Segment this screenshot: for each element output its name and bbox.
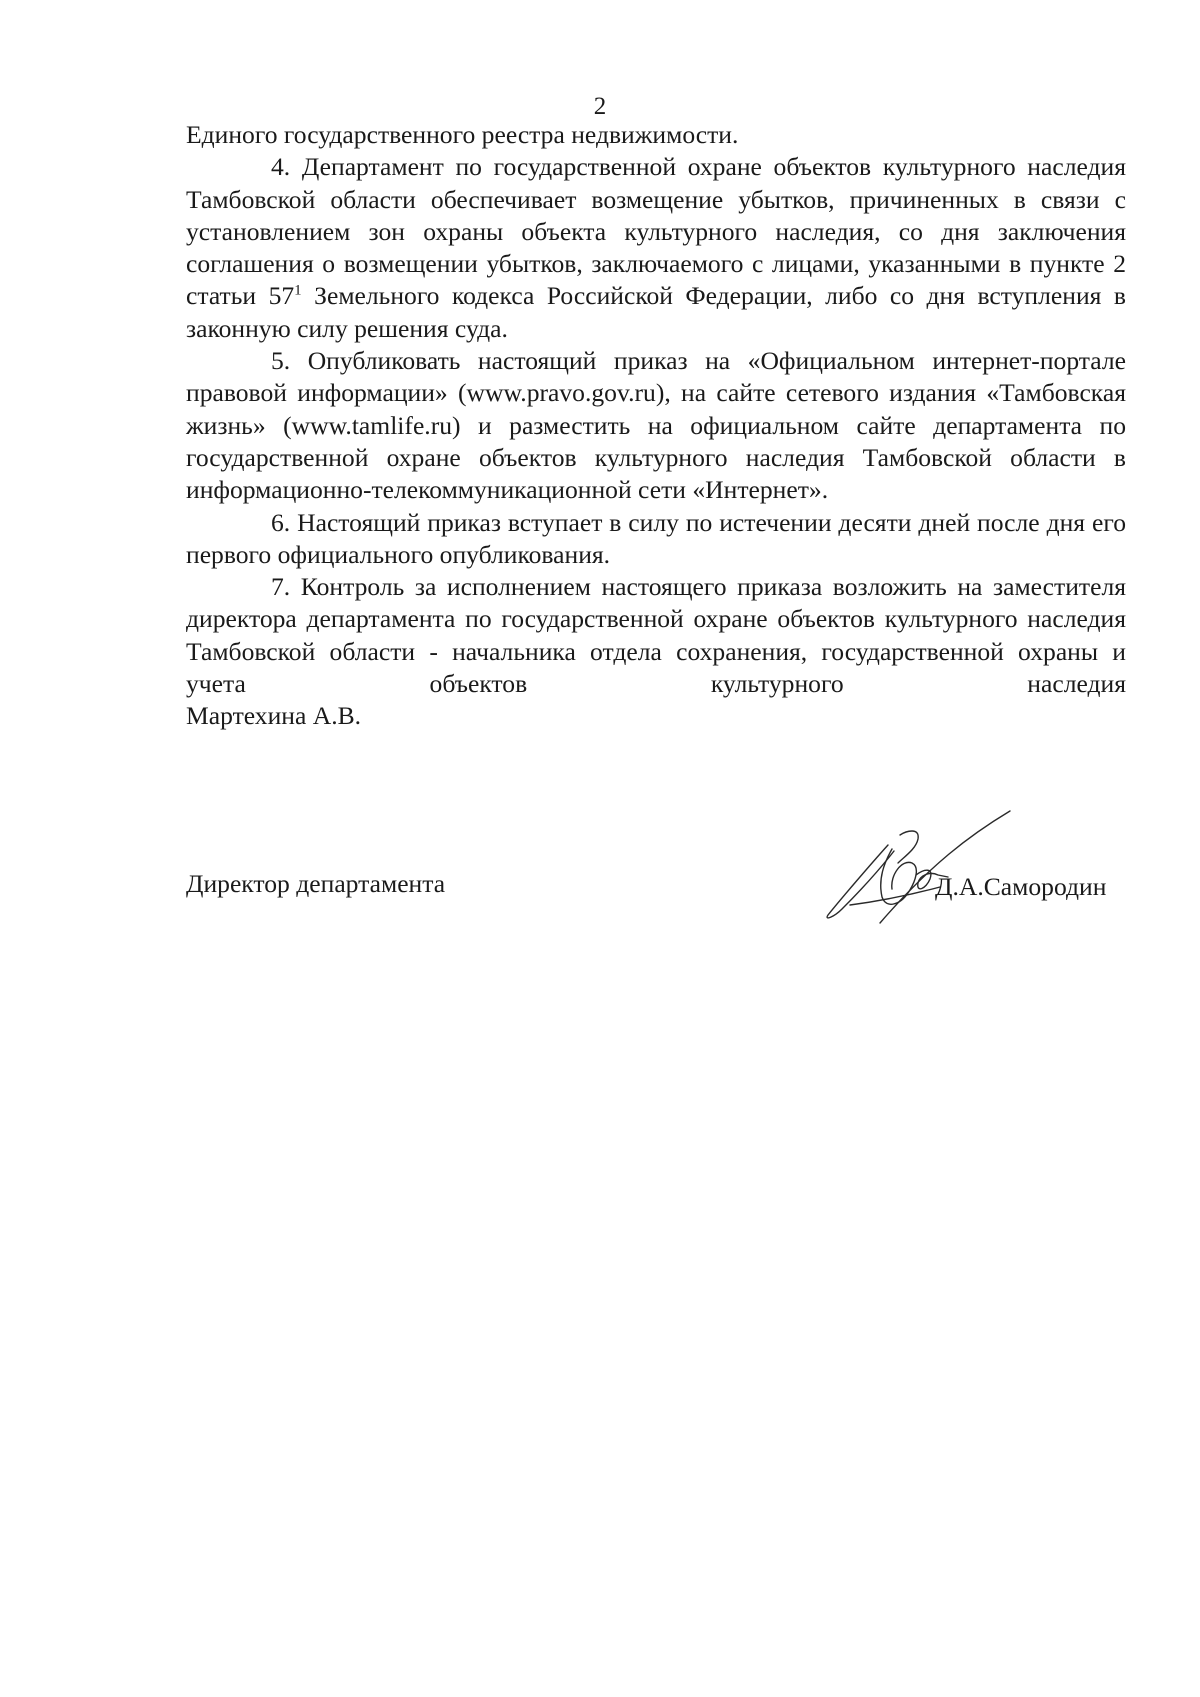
paragraph-item-6: 6. Настоящий приказ вступает в силу по истечении десяти дней после дня его первого официального опубликования.	[186, 507, 1126, 569]
article-superscript: 1	[294, 282, 302, 299]
paragraph-continuation: Единого государственного реестра недвижимости.	[186, 120, 739, 149]
handwritten-signature	[820, 805, 1020, 935]
signer-position: Директор департамента	[186, 869, 446, 898]
paragraph-item-4-text: 4. Департамент по государственной охране объектов культурного наследия Тамбовской области обеспечивает возмещение убытков, причиненных в связи с установлением зон охраны объекта культурного наследия, со дня заключения соглашения о возмещении убытков, заключаемого с лицами, указанными в пункте 2 статьи 57	[186, 152, 1126, 311]
paragraph-item-4	[186, 151, 1126, 345]
paragraph-item-5: 5. Опубликовать настоящий приказ на «Официальном интернет-портале правовой информации» (www.pravo.gov.ru), на сайте сетевого издания «Тамбовская жизнь» (www.tamlife.ru) и разместить на официальном сайте департамента по государственной охране объектов культурного наследия Тамбовской области в информационно-телекоммуникационной сети «Интернет».	[186, 346, 1126, 505]
paragraph-item-7-end: Мартехина А.В.	[186, 701, 362, 731]
signer-name: Д.А.Самородин	[935, 872, 1107, 901]
document-body	[186, 119, 1126, 733]
paragraph-item-4-text-end: Земельного кодекса Российской Федерации, либо со дня вступления в законную силу решения суда.	[186, 281, 1126, 343]
page-number: 2	[593, 93, 607, 120]
paragraph-item-7: 7. Контроль за исполнением настоящего приказа возложить на заместителя директора департамента по государственной охране объектов культурного наследия Тамбовской области - начальника отдела сохранения, государственной охраны и учета объектов культурного наследия	[186, 572, 1126, 699]
